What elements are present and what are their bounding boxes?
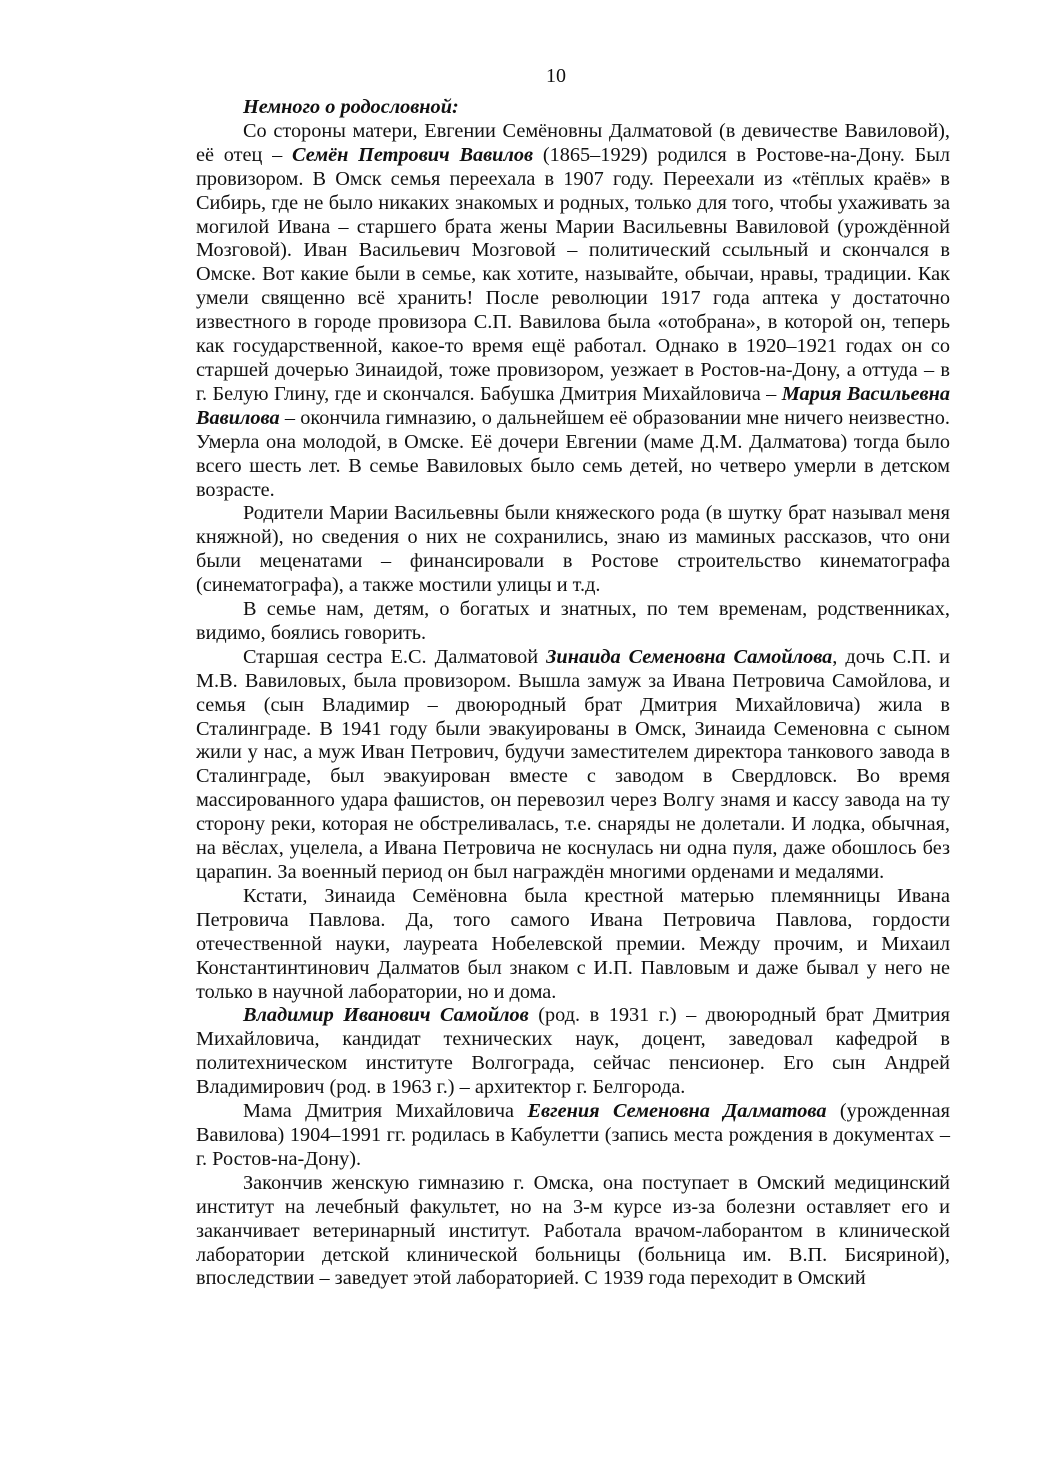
text-run: Родители Марии Васильевны были княжеского рода (в шутку брат называл меня княжной), но сведения о них не сохранились, знаю из маминых рассказов, что они были меценатами – финансировали в Ростове строительство кинематографа (синематографа), а также мостили улицы и т.д.	[196, 502, 950, 597]
text-run: – окончила гимназию, о дальнейшем её образовании мне ничего неизвестно. Умерла она молодой, в Омске. Её дочери Евгении (маме Д.М. Далматова) тогда было всего шесть лет. В семье Вавиловых было семь детей, но четверо умерли в детском возрасте.	[196, 406, 950, 501]
paragraph	[196, 1004, 950, 1100]
person-name-emphasis: Зинаида Семеновна Самойлова	[546, 645, 833, 668]
paragraphs-container	[196, 120, 950, 1291]
body-text	[196, 96, 950, 1291]
person-name-emphasis: Евгения Семеновна Далматова	[527, 1100, 827, 1123]
text-run: (1865–1929) родился в Ростове-на-Дону. Был провизором. В Омск семья переехала в 1907 году. Переехали из «тёплых краёв» в Сибирь, где не было никаких знакомых и родных, только для того, чтобы ухаживать за могилой Ивана – старшего брата жены Марии Васильевны Вавиловой (урождённой Мозговой). Иван Васильевич Мозговой – политический ссыльный и скончался в Омске. Вот какие были в семье, как хотите, называйте, обычаи, нравы, традиции. Как умели священно всё хранить! После революции 1917 года аптека у достаточно известного в городе провизора С.П. Вавилова была «отобрана», в которой он, теперь как государственной, какое-то время ещё работал. Однако в 1920–1921 годах он со старшей дочерью Зинаидой, тоже провизором, уезжает в Ростов-на-Дону, а оттуда – в г. Белую Глину, где и скончался. Бабушка Дмитрия Михайловича –	[196, 143, 950, 405]
person-name-emphasis: Мария Васильевна Вавилова	[196, 382, 950, 429]
text-run: Старшая сестра Е.С. Далматовой	[243, 645, 547, 668]
page-number: 10	[546, 65, 566, 87]
text-run: Мама Дмитрия Михайловича	[243, 1100, 528, 1123]
paragraph	[196, 885, 950, 1005]
text-run: Закончив женскую гимназию г. Омска, она поступает в Омский медицинский институт на лечебный факультет, но на 3-м курсе из-за болезни оставляет его и заканчивает ветеринарный институт. Работала врачом-лаборантом в клинической лаборатории детской клинической больницы (больница им. В.П. Бисяриной), впоследствии – заведует этой лабораторией. С 1939 года переходит в Омский	[196, 1171, 950, 1290]
paragraph	[196, 598, 950, 646]
paragraph	[196, 1172, 950, 1292]
paragraph	[196, 502, 950, 598]
person-name-emphasis: Владимир Иванович Самойлов	[243, 1004, 529, 1027]
text-run: (род. в 1931 г.) – двоюродный брат Дмитрия Михайловича, кандидат технических наук, доцент, заведовал кафедрой в политехническом институте Волгограда, сейчас пенсионер. Его сын Андрей Владимирович (род. в 1963 г.) – архитектор г. Белгорода.	[196, 1004, 950, 1099]
text-run: В семье нам, детям, о богатых и знатных, по тем временам, родственниках, видимо, боялись говорить.	[196, 598, 950, 644]
paragraph	[196, 120, 950, 503]
text-run: Со стороны матери, Евгении Семёновны Далматовой (в девичестве Вавиловой), её отец –	[196, 119, 950, 166]
paragraph	[196, 1100, 950, 1172]
paragraph	[196, 646, 950, 885]
person-name-emphasis: Семён Петрович Вавилов	[292, 143, 534, 166]
text-run: , дочь С.П. и М.В. Вавиловых, была провизором. Вышла замуж за Ивана Петровича Самойлова, и семья (сын Владимир – двоюродный брат Дмитрия Михайловича) жила в Сталинграде. В 1941 году были эвакуированы в Омск, Зинаида Семеновна с сыном жили у нас, а муж Иван Петрович, будучи заместителем директора танкового завода в Сталинграде, был эвакуирован вместе с заводом в Свердловск. Во время массированного удара фашистов, он перевозил через Волгу знамя и кассу завода на ту сторону реки, которая не обстреливалась, т.е. снаряды не долетали. И лодка, обычная, на вёслах, уцелела, а Ивана Петровича не коснулась ни одна пуля, даже обошлось без царапин. За военный период он был награждён многими орденами и медалями.	[196, 645, 950, 883]
text-run: Кстати, Зинаида Семёновна была крестной матерью племянницы Ивана Петровича Павлова. Да, того самого Ивана Петровича Павлова, гордости отечественной науки, лауреата Нобелевской премии. Между прочим, и Михаил Константинтинович Далматов был знаком с И.П. Павловым и даже бывал у него не только в научной лаборатории, но и дома.	[196, 884, 950, 1003]
section-heading: Немного о родословной:	[243, 96, 459, 118]
text-run: (урожденная Вавилова) 1904–1991 гг. родилась в Кабулетти (запись места рождения в документах – г. Ростов-на-Дону).	[196, 1100, 950, 1170]
